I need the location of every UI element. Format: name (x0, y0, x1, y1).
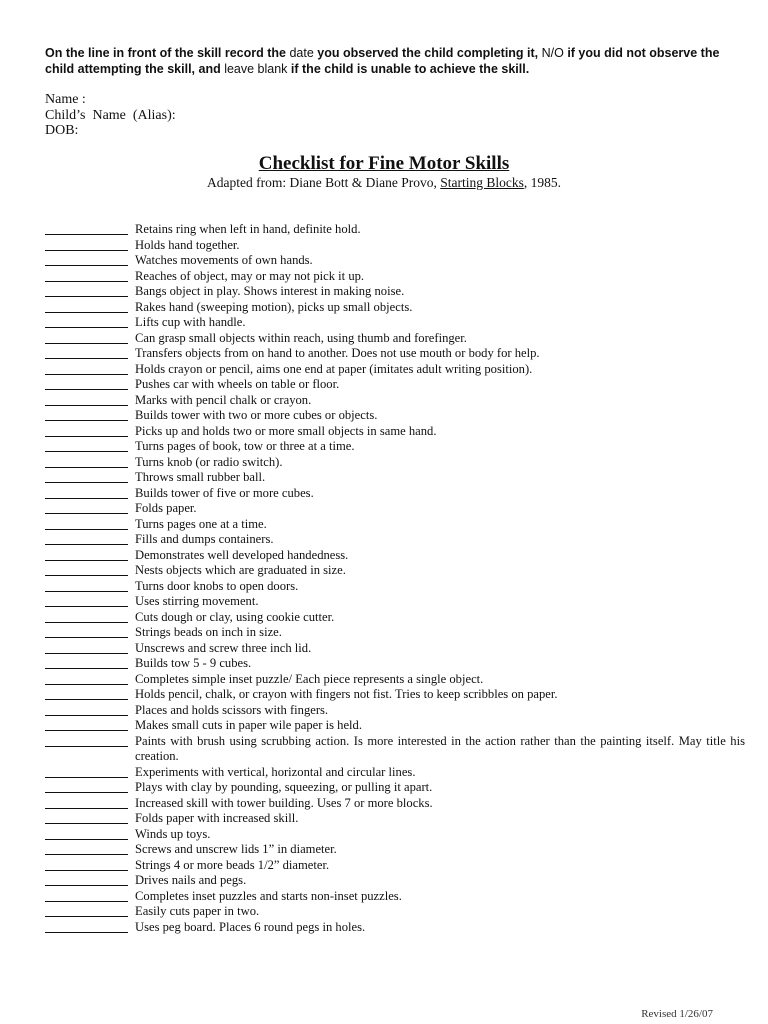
checklist-item (45, 315, 745, 331)
skill-description: Folds paper with increased skill. (135, 811, 299, 825)
skill-description: Easily cuts paper in two. (135, 904, 260, 918)
checklist-item (45, 656, 745, 672)
instructions-part-6: leave blank (220, 62, 291, 76)
skill-description: Turns knob (or radio switch). (135, 454, 283, 469)
checklist-item (45, 703, 745, 719)
date-entry-line[interactable] (45, 656, 128, 669)
date-entry-line[interactable] (45, 563, 128, 576)
date-entry-line[interactable] (45, 346, 128, 359)
date-entry-line[interactable] (45, 889, 128, 902)
skill-description: Builds tow 5 - 9 cubes. (135, 656, 252, 670)
checklist-item (45, 780, 745, 796)
skill-description: Winds up toys. (135, 826, 211, 841)
date-entry-line[interactable] (45, 532, 128, 545)
skill-description: Paints with brush using scrubbing action. Is more interested in the action rather than the painting itself. May title his creation. (135, 733, 745, 763)
checklist-item (45, 532, 745, 548)
date-entry-line[interactable] (45, 765, 128, 778)
date-entry-line[interactable] (45, 579, 128, 592)
date-entry-line[interactable] (45, 269, 128, 282)
date-entry-line[interactable] (45, 718, 128, 731)
skill-description: Nests objects which are graduated in size. (135, 563, 346, 577)
date-entry-line[interactable] (45, 548, 128, 561)
date-entry-line[interactable] (45, 811, 128, 824)
child-name-label: Child’s Name (Alias): (45, 107, 176, 123)
skill-description: Can grasp small objects within reach, using thumb and forefinger. (135, 330, 467, 345)
skill-description: Plays with clay by pounding, squeezing, or pulling it apart. (135, 780, 433, 794)
skill-description: Makes small cuts in paper wile paper is held. (135, 718, 362, 732)
citation-book-title: Starting Blocks (440, 175, 524, 190)
name-label: Name : (45, 92, 86, 107)
checklist-item (45, 331, 745, 347)
skill-description: Watches movements of own hands. (135, 253, 313, 267)
skill-description: Uses stirring movement. (135, 594, 259, 608)
checklist-item (45, 377, 745, 393)
checklist-item (45, 393, 745, 409)
checklist-item (45, 579, 745, 595)
checklist-item (45, 548, 745, 564)
skill-description: Rakes hand (sweeping motion), picks up small objects. (135, 299, 413, 314)
skill-description: Builds tower with two or more cubes or objects. (135, 408, 378, 422)
skill-description: Strings 4 or more beads 1/2” diameter. (135, 857, 330, 872)
date-entry-line[interactable] (45, 703, 128, 716)
checklist-item (45, 594, 745, 610)
date-entry-line[interactable] (45, 842, 128, 855)
skill-checklist (45, 222, 745, 935)
date-entry-line[interactable] (45, 827, 128, 840)
date-entry-line[interactable] (45, 594, 128, 607)
skill-description: Retains ring when left in hand, definite hold. (135, 222, 361, 236)
date-entry-line[interactable] (45, 455, 128, 468)
checklist-item (45, 346, 745, 362)
skill-description: Experiments with vertical, horizontal and circular lines. (135, 764, 416, 779)
checklist-item (45, 253, 745, 269)
skill-description: Throws small rubber ball. (135, 470, 266, 484)
skill-description: Holds pencil, chalk, or crayon with fingers not fist. Tries to keep scribbles on paper. (135, 687, 558, 701)
checklist-item (45, 920, 745, 936)
skill-description: Cuts dough or clay, using cookie cutter. (135, 609, 335, 624)
checklist-item (45, 470, 745, 486)
skill-description: Increased skill with tower building. Uses 7 or more blocks. (135, 795, 433, 810)
checklist-item (45, 362, 745, 378)
skill-description: Completes simple inset puzzle/ Each piece represents a single object. (135, 671, 484, 686)
revision-date: Revised 1/26/07 (641, 1008, 713, 1020)
date-entry-line[interactable] (45, 408, 128, 421)
dob-label: DOB: (45, 123, 79, 138)
checklist-item (45, 300, 745, 316)
checklist-item (45, 858, 745, 874)
date-entry-line[interactable] (45, 486, 128, 499)
checklist-item (45, 889, 745, 905)
checklist-item (45, 873, 745, 889)
checklist-item (45, 610, 745, 626)
skill-description: Places and holds scissors with fingers. (135, 702, 329, 717)
source-citation (0, 175, 768, 191)
checklist-item (45, 641, 745, 657)
date-entry-line[interactable] (45, 238, 128, 251)
date-entry-line[interactable] (45, 222, 128, 235)
skill-description: Lifts cup with handle. (135, 315, 246, 329)
date-entry-line[interactable] (45, 672, 128, 685)
skill-description: Drives nails and pegs. (135, 873, 247, 887)
checklist-item (45, 455, 745, 471)
checklist-item (45, 517, 745, 533)
checklist-item (45, 424, 745, 440)
instructions-part-4: N/O (538, 46, 568, 60)
date-entry-line[interactable] (45, 904, 128, 917)
skill-description: Strings beads on inch in size. (135, 625, 282, 639)
date-entry-line[interactable] (45, 377, 128, 390)
date-entry-line[interactable] (45, 315, 128, 328)
date-entry-line[interactable] (45, 331, 128, 344)
child-info (45, 92, 176, 139)
instructions-part-7: if the child is unable to achieve the skill. (290, 62, 530, 76)
instructions-part-2: date (286, 46, 318, 60)
date-entry-line[interactable] (45, 501, 128, 514)
skill-description: Bangs object in play. Shows interest in making noise. (135, 284, 405, 298)
citation-suffix: , 1985. (523, 175, 561, 190)
checklist-item (45, 718, 745, 734)
skill-description: Demonstrates well developed handedness. (135, 547, 349, 562)
checklist-item (45, 563, 745, 579)
checklist-item (45, 222, 745, 238)
date-entry-line[interactable] (45, 796, 128, 809)
skill-description: Holds hand together. (135, 237, 240, 252)
date-entry-line[interactable] (45, 424, 128, 437)
skill-description: Marks with pencil chalk or crayon. (135, 392, 312, 407)
skill-description: Folds paper. (135, 501, 197, 515)
skill-description: Turns pages one at a time. (135, 516, 267, 531)
date-entry-line[interactable] (45, 253, 128, 266)
citation-prefix: Adapted from: Diane Bott & Diane Provo, (207, 175, 441, 190)
date-entry-line[interactable] (45, 300, 128, 313)
checklist-item (45, 501, 745, 517)
skill-description: Unscrews and screw three inch lid. (135, 640, 312, 655)
date-entry-line[interactable] (45, 439, 128, 452)
skill-description: Turns pages of book, tow or three at a time. (135, 439, 355, 453)
date-entry-line[interactable] (45, 362, 128, 375)
skill-description: Holds crayon or pencil, aims one end at paper (imitates adult writing position). (135, 361, 533, 376)
checklist-item (45, 284, 745, 300)
checklist-item (45, 672, 745, 688)
checklist-item (45, 827, 745, 843)
skill-description: Turns door knobs to open doors. (135, 578, 299, 593)
date-entry-line[interactable] (45, 470, 128, 483)
date-entry-line[interactable] (45, 625, 128, 638)
skill-description: Picks up and holds two or more small objects in same hand. (135, 423, 437, 438)
checklist-item (45, 439, 745, 455)
skill-description: Pushes car with wheels on table or floor. (135, 377, 340, 391)
skill-description: Transfers objects from on hand to another. Does not use mouth or body for help. (135, 346, 540, 360)
checklist-item (45, 238, 745, 254)
checklist-item (45, 486, 745, 502)
date-entry-line[interactable] (45, 858, 128, 871)
checklist-item (45, 408, 745, 424)
instructions-part-3: you observed the child completing it, (317, 46, 539, 60)
date-entry-line[interactable] (45, 734, 128, 747)
checklist-item (45, 269, 745, 285)
skill-description: Builds tower of five or more cubes. (135, 485, 314, 500)
skill-description: Uses peg board. Places 6 round pegs in holes. (135, 919, 366, 934)
checklist-item (45, 765, 745, 781)
skill-description: Reaches of object, may or may not pick it up. (135, 268, 365, 283)
date-entry-line[interactable] (45, 641, 128, 654)
date-entry-line[interactable] (45, 610, 128, 623)
date-entry-line[interactable] (45, 284, 128, 297)
date-entry-line[interactable] (45, 920, 128, 933)
date-entry-line[interactable] (45, 517, 128, 530)
skill-description: Screws and unscrew lids 1” in diameter. (135, 842, 337, 856)
instructions-part-5: if you did not observe the child attempting the skill, and (45, 46, 720, 76)
checklist-item (45, 904, 745, 920)
date-entry-line[interactable] (45, 393, 128, 406)
checklist-item (45, 842, 745, 858)
instructions (45, 45, 735, 77)
skill-description: Fills and dumps containers. (135, 532, 274, 546)
checklist-item (45, 625, 745, 641)
date-entry-line[interactable] (45, 873, 128, 886)
skill-description: Completes inset puzzles and starts non-inset puzzles. (135, 888, 402, 903)
checklist-item (45, 796, 745, 812)
checklist-item (45, 734, 745, 765)
instructions-part-1: On the line in front of the skill record the (45, 46, 286, 60)
checklist-item (45, 687, 745, 703)
date-entry-line[interactable] (45, 780, 128, 793)
checklist-item (45, 811, 745, 827)
date-entry-line[interactable] (45, 687, 128, 700)
page-title: Checklist for Fine Motor Skills (258, 153, 510, 174)
